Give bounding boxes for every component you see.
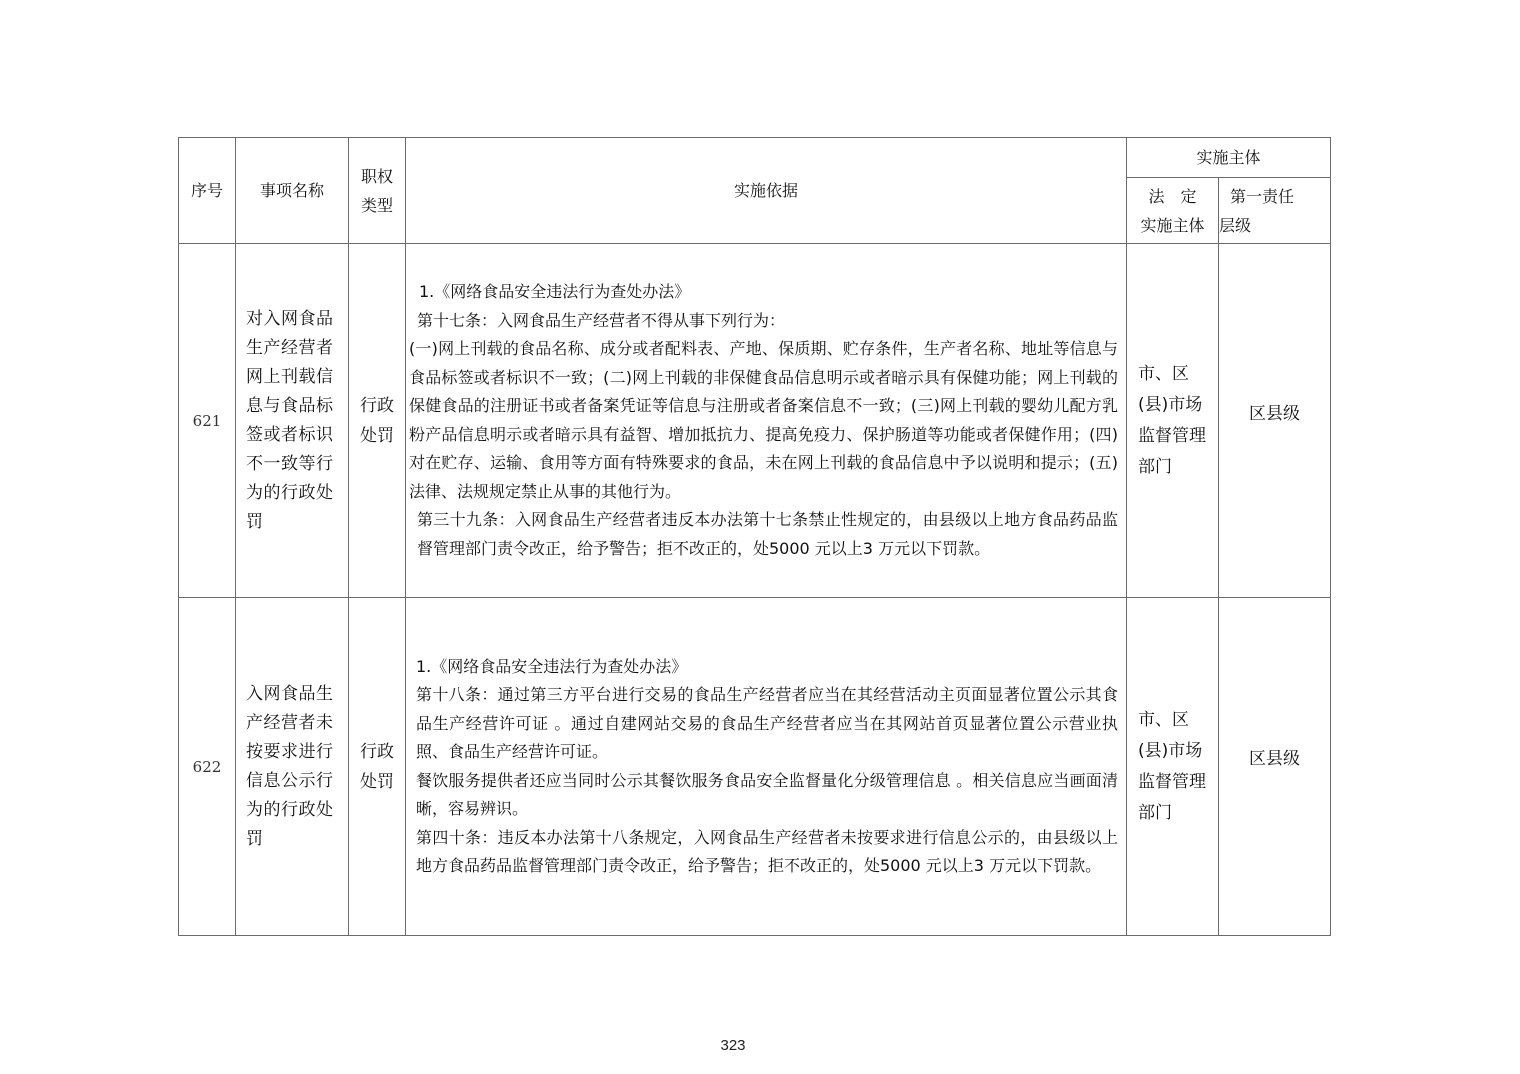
row-authority-type-text: 行政处罚 (360, 395, 394, 446)
header-legal-body-line2: 实施主体 (1140, 215, 1205, 235)
row-basis (406, 598, 1127, 936)
row-implementing-body: 市、区(县)市场监督管理部门 (1127, 244, 1219, 598)
authority-table (178, 137, 1331, 936)
header-name: 事项名称 (236, 138, 349, 244)
row-authority-type (349, 244, 406, 598)
basis-paragraph: 第四十条：违反本办法第十八条规定，入网食品生产经营者未按要求进行信息公示的，由县级以上地方食品药品监督管理部门责令改正，给予警告；拒不改正的，处5000 元以上3 万元以下罚款。 (416, 827, 1118, 875)
header-legal-body (1127, 178, 1219, 244)
row-implementing-body: 市、区(县)市场监督管理部门 (1127, 598, 1219, 936)
row-item-name: 入网食品生产经营者未按要求进行信息公示行为的行政处罚 (236, 598, 349, 936)
header-basis: 实施依据 (406, 138, 1127, 244)
header-legal-body-line1: 法 定 (1148, 186, 1197, 206)
header-level-line2: 层级 (1219, 215, 1252, 235)
row-seq: 622 (179, 598, 236, 936)
basis-paragraph: (一)网上刊载的食品名称、成分或者配料表、产地、保质期、贮存条件，生产者名称、地址等信息与食品标签或者标识不一致；(二)网上刊载的非保健食品信息明示或者暗示具有保健功能；网上刊载的保健食品的注册证书或者备案凭证等信息与注册或者备案信息不一致；(三)网上刊载的婴幼儿配方乳粉产品信息明示或者暗示具有益智、增加抵抗力、提高免疫力、保护肠道等功能或者保健作用；(四)对在贮存、运输、食用等方面有特殊要求的食品，未在网上刊载的食品信息中予以说明和提示；(五)法律、法规规定禁止从事的其他行为。 (409, 339, 1118, 501)
row-responsibility-level: 区县级 (1219, 598, 1331, 936)
basis-paragraph: 1.《网络食品安全违法行为查处办法》 (419, 282, 691, 301)
basis-paragraph: 餐饮服务提供者还应当同时公示其餐饮服务食品安全监督量化分级管理信息 。相关信息应当画面清晰，容易辨识。 (416, 770, 1118, 818)
header-level (1219, 178, 1331, 244)
basis-paragraph: 第三十九条：入网食品生产经营者违反本办法第十七条禁止性规定的，由县级以上地方食品药品监督管理部门责令改正，给予警告；拒不改正的，处5000 元以上3 万元以下罚款。 (417, 510, 1118, 558)
row-responsibility-level: 区县级 (1219, 244, 1331, 598)
basis-paragraph: 第十七条：入网食品生产经营者不得从事下列行为： (417, 310, 786, 330)
header-row-top (179, 138, 1331, 178)
row-seq: 621 (179, 244, 236, 598)
row-item-name: 对入网食品生产经营者网上刊载信息与食品标签或者标识不一致等行为的行政处罚 (236, 244, 349, 598)
header-body-group: 实施主体 (1127, 138, 1331, 178)
row-authority-type-text: 行政处罚 (360, 741, 394, 792)
table-row (179, 598, 1331, 936)
row-basis (406, 244, 1127, 598)
table-row (179, 244, 1331, 598)
page-number: 323 (720, 1037, 746, 1054)
header-level-line1: 第一责任 (1230, 186, 1295, 206)
header-seq: 序号 (179, 138, 236, 244)
header-type-text: 职权类型 (360, 166, 393, 215)
basis-paragraph: 第十八条：通过第三方平台进行交易的食品生产经营者应当在其经营活动主页面显著位置公示其食品生产经营许可证 。通过自建网站交易的食品生产经营者应当在其网站首页显著位置公示营业执照、食品生产经营许可证。 (416, 685, 1118, 761)
basis-paragraph: 1.《网络食品安全违法行为查处办法》 (416, 656, 688, 676)
row-authority-type (349, 598, 406, 936)
header-type (349, 138, 406, 244)
